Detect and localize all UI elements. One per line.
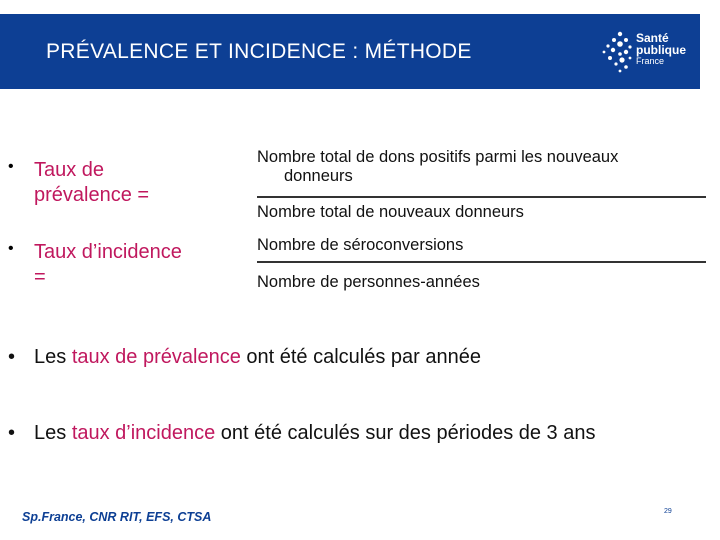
statement-prevalence — [8, 346, 481, 369]
incidence-numerator: Nombre de séroconversions — [257, 236, 464, 254]
page-title: PRÉVALENCE ET INCIDENCE : MÉTHODE — [46, 40, 472, 63]
incidence-term-line-1: Taux d’incidence — [34, 241, 182, 263]
prevalence-fraction-bar — [257, 196, 706, 198]
bullet-incidence — [8, 240, 182, 290]
statement-incidence-suffix: ont été calculés sur des périodes de 3 ans — [215, 422, 596, 444]
incidence-term — [34, 240, 182, 290]
sante-publique-france-logo — [600, 30, 690, 74]
bullet-prevalence — [8, 158, 149, 208]
header-banner — [0, 14, 700, 89]
statement-incidence — [8, 422, 595, 445]
prevalence-term-line-2: prévalence = — [34, 184, 150, 206]
statement-incidence-prefix: Les — [34, 422, 72, 444]
logo-wordmark — [636, 32, 686, 67]
bullet-dot: • — [8, 158, 14, 175]
dots-star-icon — [600, 30, 634, 74]
statement-prevalence-suffix: ont été calculés par année — [240, 346, 481, 368]
incidence-term-line-2: = — [34, 266, 46, 288]
logo-line-3: France — [636, 56, 665, 66]
source-footer: Sp.France, CNR RIT, EFS, CTSA — [22, 510, 212, 524]
page-number: 29 — [664, 508, 672, 515]
incidence-fraction-bar — [257, 261, 706, 263]
prevalence-term — [34, 158, 149, 208]
statement-prevalence-highlight: taux de prévalence — [71, 346, 241, 368]
bullet-dot: • — [8, 422, 16, 444]
prevalence-numerator-line-1: Nombre total de dons positifs parmi les nouveaux — [257, 148, 619, 166]
logo-line-1: Santé — [636, 31, 669, 45]
bullet-dot: • — [8, 240, 14, 257]
prevalence-term-line-1: Taux de — [34, 159, 105, 181]
prevalence-numerator — [257, 148, 618, 186]
prevalence-numerator-line-2: donneurs — [284, 167, 353, 185]
bullet-dot: • — [8, 346, 16, 368]
prevalence-denominator: Nombre total de nouveaux donneurs — [257, 203, 524, 221]
logo-line-2: publique — [636, 43, 686, 57]
statement-prevalence-prefix: Les — [34, 346, 72, 368]
incidence-denominator: Nombre de personnes-années — [257, 273, 480, 291]
statement-incidence-highlight: taux d’incidence — [71, 422, 216, 444]
